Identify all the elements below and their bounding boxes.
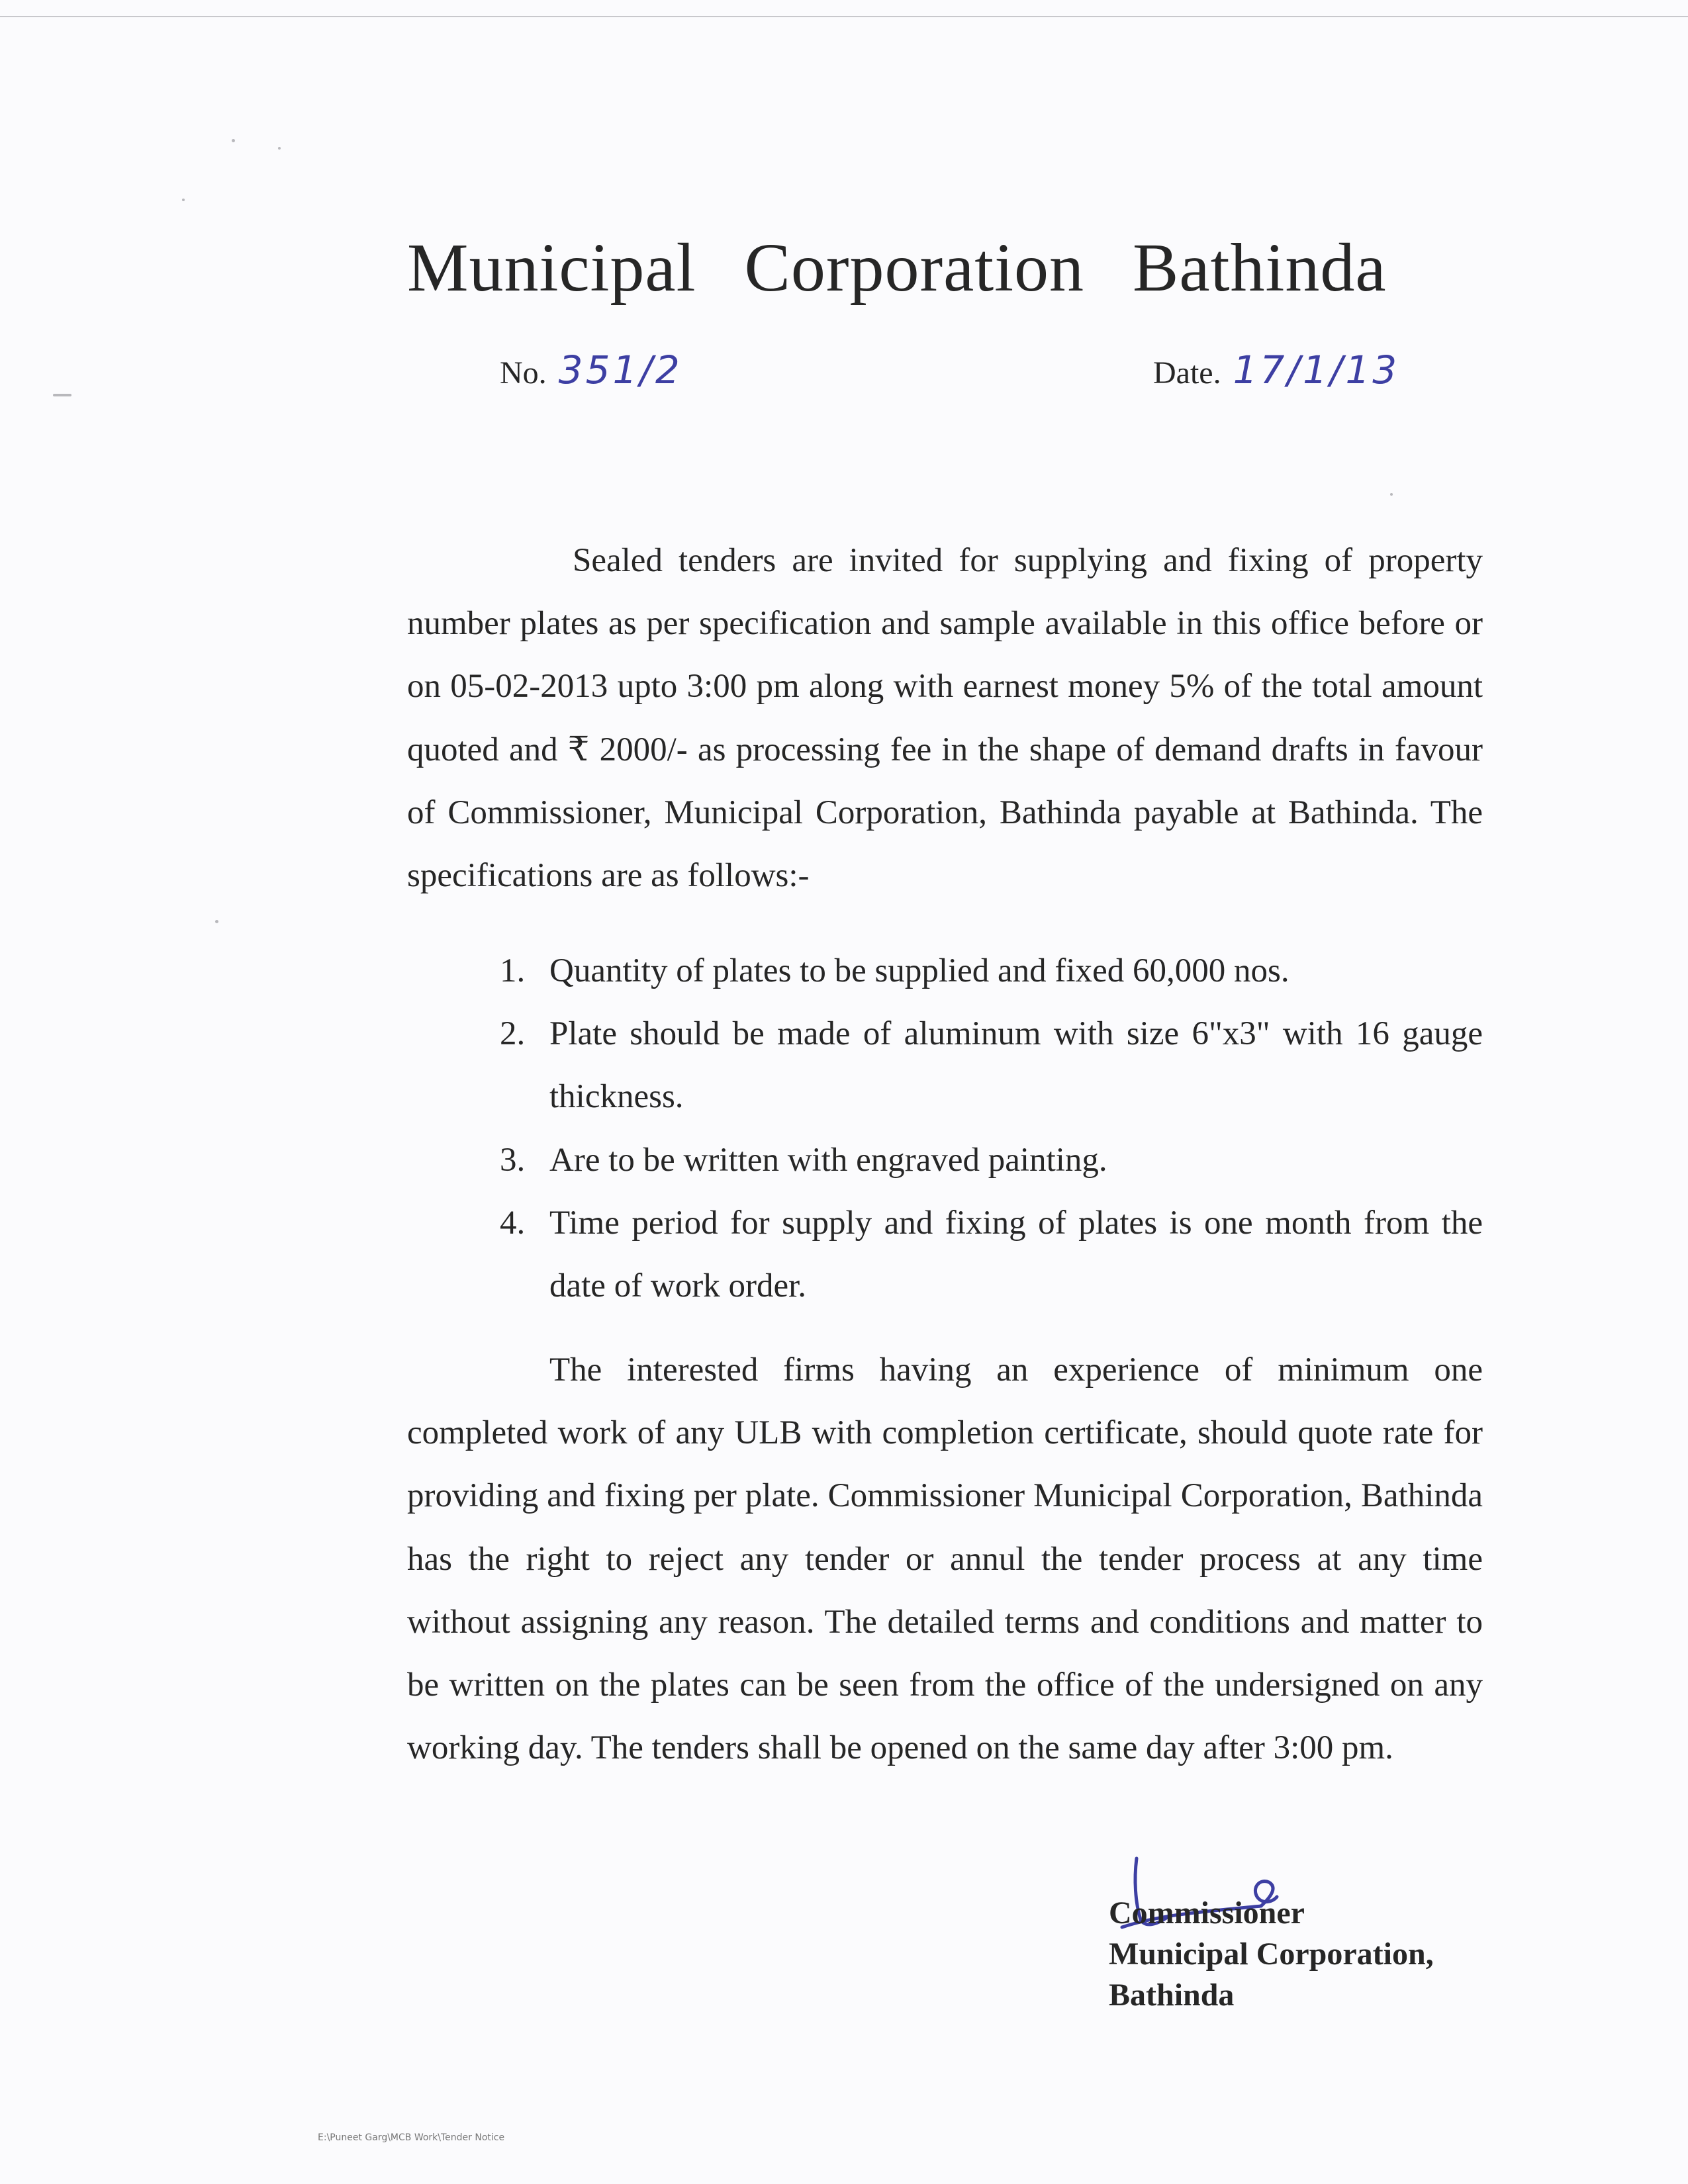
specification-item <box>500 1129 1483 1192</box>
tender-invitation-paragraph: Sealed tenders are invited for supplying and fixing of property number plates as per specification and sample available in this office before or on 05-02-2013 upto 3:00 pm along with earnest money 5% of the total amount quoted and ₹ 2000/- as processing fee in the shape of demand drafts in favour of Commissioner, Municipal Corporation, Bathinda payable at Bathinda. The specifications are as follows:- <box>407 542 1483 895</box>
document-title: Municipal Corporation Bathinda <box>407 230 1387 306</box>
specification-text: Plate should be made of aluminum with size 6"x3" with 16 gauge thickness. <box>549 1015 1483 1116</box>
signatory-title: Commissioner <box>1109 1895 1305 1931</box>
document-date <box>1153 347 1399 392</box>
specification-item <box>500 1003 1483 1128</box>
scan-speck <box>1390 493 1393 496</box>
signature-block <box>1109 1893 1434 2016</box>
specification-number: 3. <box>500 1141 526 1179</box>
date-label: Date. <box>1153 355 1221 390</box>
specification-text: Quantity of plates to be supplied and fixed 60,000 nos. <box>549 952 1289 989</box>
reference-number <box>500 347 682 392</box>
specification-text: Are to be written with engraved painting. <box>549 1141 1107 1179</box>
specifications-list <box>500 940 1483 1318</box>
reference-number-handwritten: 351/2 <box>558 347 682 392</box>
specification-text: Time period for supply and fixing of plates is one month from the date of work order. <box>549 1204 1483 1305</box>
signatory-organisation: Municipal Corporation, <box>1109 1936 1434 1972</box>
specification-item <box>500 1192 1483 1318</box>
scan-speck <box>53 394 71 396</box>
signatory-city: Bathinda <box>1109 1978 1235 2013</box>
terms-paragraph: The interested firms having an experience of minimum one completed work of any ULB with completion certificate, should quote rate for providing and fixing per plate. Commissioner Municipal Corporation, Bathinda has the right to reject any tender or annul the tender process at any time without assigning any reason. The detailed terms and conditions and matter to be written on the plates can be seen from the office of the undersigned on any working day. The tenders shall be opened on the same day after 3:00 pm. <box>407 1351 1483 1767</box>
reference-number-label: No. <box>500 355 547 390</box>
scan-speck <box>232 139 235 142</box>
specification-number: 1. <box>500 952 526 989</box>
footer-file-path: E:\Puneet Garg\MCB Work\Tender Notice <box>318 2132 505 2143</box>
scan-speck <box>182 199 185 201</box>
specification-number: 4. <box>500 1204 526 1242</box>
scan-speck <box>215 920 218 923</box>
scan-speck <box>278 147 281 150</box>
date-handwritten: 17/1/13 <box>1233 347 1400 392</box>
page-top-edge <box>0 16 1688 17</box>
specification-item <box>500 940 1483 1003</box>
specification-number: 2. <box>500 1015 526 1053</box>
